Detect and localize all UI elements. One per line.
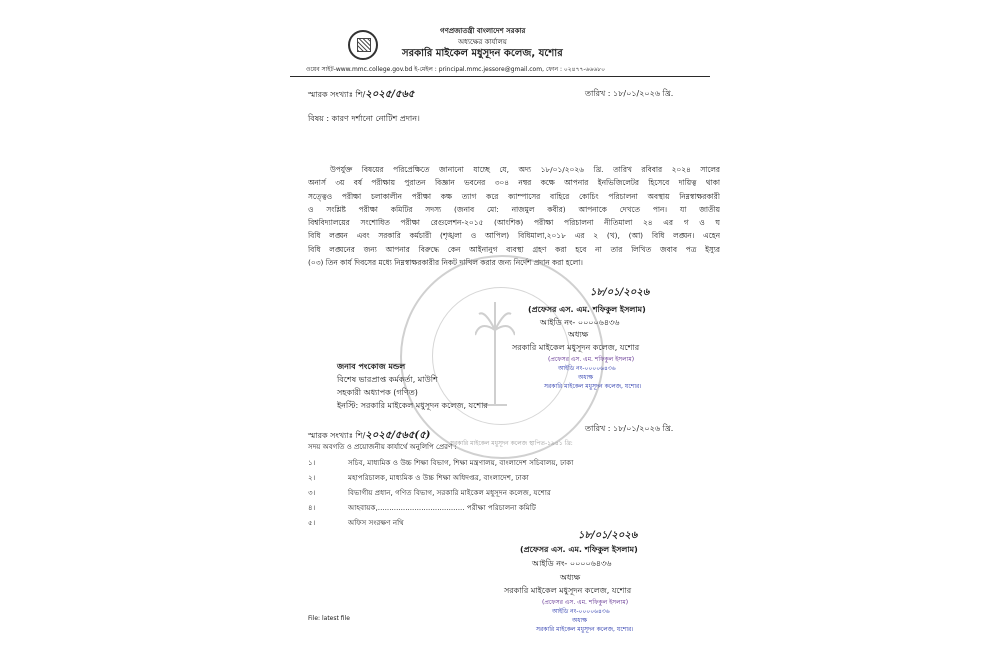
copy-item-3: ৩। বিভাগীয় প্রধান, গণিত বিভাগ, সরকারি মাইকেল মধুসূদন কলেজ, যশোর [308, 488, 551, 497]
signature2-college: সরকারি মাইকেল মধুসূদন কলেজ, যশোর [504, 586, 632, 595]
signature1-id: আইডি নং- ০০০০৬৪৩৬ [540, 318, 620, 327]
body-line: বিধি লঙ্ঘন এবং সরকারি কর্মচারী (শৃঙ্খলা ও আপিল) বিধিমালা,২০১৮ এর ২ (খ), (আ) বিধি লঙ্ঘন। এহেন [308, 231, 720, 241]
recipient-line3: ইনস্টি: সরকারি মাইকেল মধুসূদন কলেজ, যশোর [337, 401, 488, 410]
signature2-hand: ১৮/০১/২০২৬ [578, 530, 638, 541]
government-seal-icon [348, 30, 378, 60]
office-line: অধ্যক্ষের কার্যালয় [458, 38, 507, 46]
header-divider [290, 76, 710, 77]
gov-line: গণপ্রজাতন্ত্রী বাংলাদেশ সরকার [440, 27, 526, 35]
copy-item-5: ৫। অফিস সংরক্ষণ নথি [308, 518, 404, 527]
recipient-line2: সহকারী অধ্যাপক (গণিত) [337, 388, 418, 397]
stamp1-college: সরকারি মাইকেল মধুসূদন কলেজ, যশোর। [544, 383, 642, 390]
watermark-text: সরকারি মাইকেল মধুসূদন কলেজ স্থাপিত-১৯৪১ খ্রি: [450, 440, 573, 447]
body-line: উপর্যুক্ত বিষয়ের পরিপ্রেক্ষিতে জানানো যাচ্ছে যে, অদ্য ১৮/০১/২০২৬ খ্রি. তারিখ রবিবার ২০২৪ সালের [330, 165, 720, 174]
signature2-name: (প্রফেসর এস. এম. শফিকুল ইসলাম) [520, 545, 638, 554]
signature1-hand: ১৮/০১/২০২৬ [590, 287, 650, 298]
stamp1-id: আইডি নং-০০০০৬৪৩৬ [558, 365, 616, 372]
stamp1-title: অধ্যক্ষ [578, 374, 594, 381]
body-line: সত্ত্বেও পরীক্ষা চলাকালীন পরীক্ষা কক্ষ ত্যাগ করে ক্যাম্পাসের বাহিরে কোচিং পরিচালনা অবস্থায় নিম্নস্বাক্ষরকারী [308, 191, 720, 201]
college-name: সরকারি মাইকেল মধুসূদন কলেজ, যশোর [402, 48, 563, 59]
body-line: বিধি লঙ্ঘনের জন্য আপনার বিরুদ্ধে কেন আইনানুগ ব্যবস্থা গ্রহণ করা হবে না তার লিখিত জবাব পত্র ইস্যুর [308, 244, 720, 254]
stamp2-title: অধ্যক্ষ [572, 617, 588, 624]
copy-line: সদয় অবগতি ও প্রয়োজনীয় কার্যার্থে অনুলিপি প্রেরণ : [308, 443, 457, 451]
body-line: (০৩) তিন কার্য দিবসের মধ্যে নিম্নস্বাক্ষরকারীর নিকট দাখিল করার জন্য নির্দেশ প্রদান করা হলো। [308, 258, 583, 268]
memo2-number-hand: ২০২৫/৫৬৫(৫) [365, 430, 431, 441]
signature2-id: আইডি নং- ০০০০৬৪৩৬ [532, 559, 612, 568]
memo1-date: তারিখ : ১৮/০১/২০২৬ খ্রি. [585, 89, 674, 98]
file-label: File: latest file [308, 615, 350, 622]
palm-tree-icon [475, 300, 515, 410]
signature1-college: সরকারি মাইকেল মধুসূদন কলেজ, যশোর [512, 343, 640, 352]
memo2-date: তারিখ : ১৮/০১/২০২৬ খ্রি. [585, 424, 674, 433]
memo1-number-hand: ২০২৫/৫৬৫ [365, 89, 415, 100]
document-page [250, 0, 750, 650]
subject-line: বিষয় : কারণ দর্শানো নোটিশ প্রদান। [308, 114, 420, 123]
memo1-number: স্মারক সংখ্যাঃ শি/২০২৫/৫৬৫ [308, 89, 415, 100]
copy-item-4: ৪। আহবায়ক,...................................... পরীক্ষা পরিচালনা কমিটি [308, 503, 536, 512]
stamp2-id: আইডি নং-০০০০৬৪৩৬ [552, 608, 610, 615]
body-paragraph [308, 163, 720, 269]
copy-item-1: ১। সচিব, মাধ্যমিক ও উচ্চ শিক্ষা বিভাগ, শিক্ষা মন্ত্রণালয়, বাংলাদেশ সচিবালয়, ঢাকা [308, 458, 574, 467]
recipient-name: জনাব পংকোজ মন্ডল [337, 362, 406, 371]
body-line: অনার্স ৩য় বর্ষ পরীক্ষায় পুরাতন বিজ্ঞান ভবনের ৩০৪ নম্বর কক্ষে আপনার ইনভিজিলেটর হিসেবে দায়িত্ব থাকা [308, 178, 720, 188]
signature1-name: (প্রফেসর এস. এম. শফিকুল ইসলাম) [528, 305, 646, 314]
copy-item-2: ২। মহাপরিচালক, মাধ্যমিক ও উচ্চ শিক্ষা অধিদপ্তর, বাংলাদেশ, ঢাকা [308, 473, 529, 482]
stamp1-name: (প্রফেসর এস. এম. শফিকুল ইসলাম) [548, 356, 635, 363]
body-line: বিশ্ববিদ্যালয়ের সংশোধিত পরীক্ষা রেগুলেশন-২০১৫ (আংশিক) পরীক্ষা পরিচালনা নীতিমালা ২৪ এর গ ও ঘ [308, 218, 720, 228]
stamp2-college: সরকারি মাইকেল মধুসূদন কলেজ, যশোর। [536, 626, 634, 633]
stamp2-name: (প্রফেসর এস. এম. শফিকুল ইসলাম) [542, 599, 629, 606]
body-line: ও সংশ্লিষ্ট পরীক্ষা কমিটির সদস্য (জনাব মো: নাজমুল কবীর) আপনাকে দেখতে পান। যা জাতীয় [308, 204, 720, 214]
contact-line: ওয়েব সাইট-www.mmc.college.gov.bd ই-মেইল : principal.mmc.jessore@gmail.com, ফোন : ০২৪৭৭-৬৬৬৮০ [306, 66, 606, 73]
signature1-title: অধ্যক্ষ [568, 330, 589, 339]
recipient-line1: বিশেষ ভারপ্রাপ্ত কর্মকর্তা, মাউশি [337, 375, 438, 384]
signature2-title: অধ্যক্ষ [560, 573, 581, 582]
memo2-number: স্মারক সংখ্যাঃ শি/২০২৫/৫৬৫(৫) [308, 430, 431, 441]
